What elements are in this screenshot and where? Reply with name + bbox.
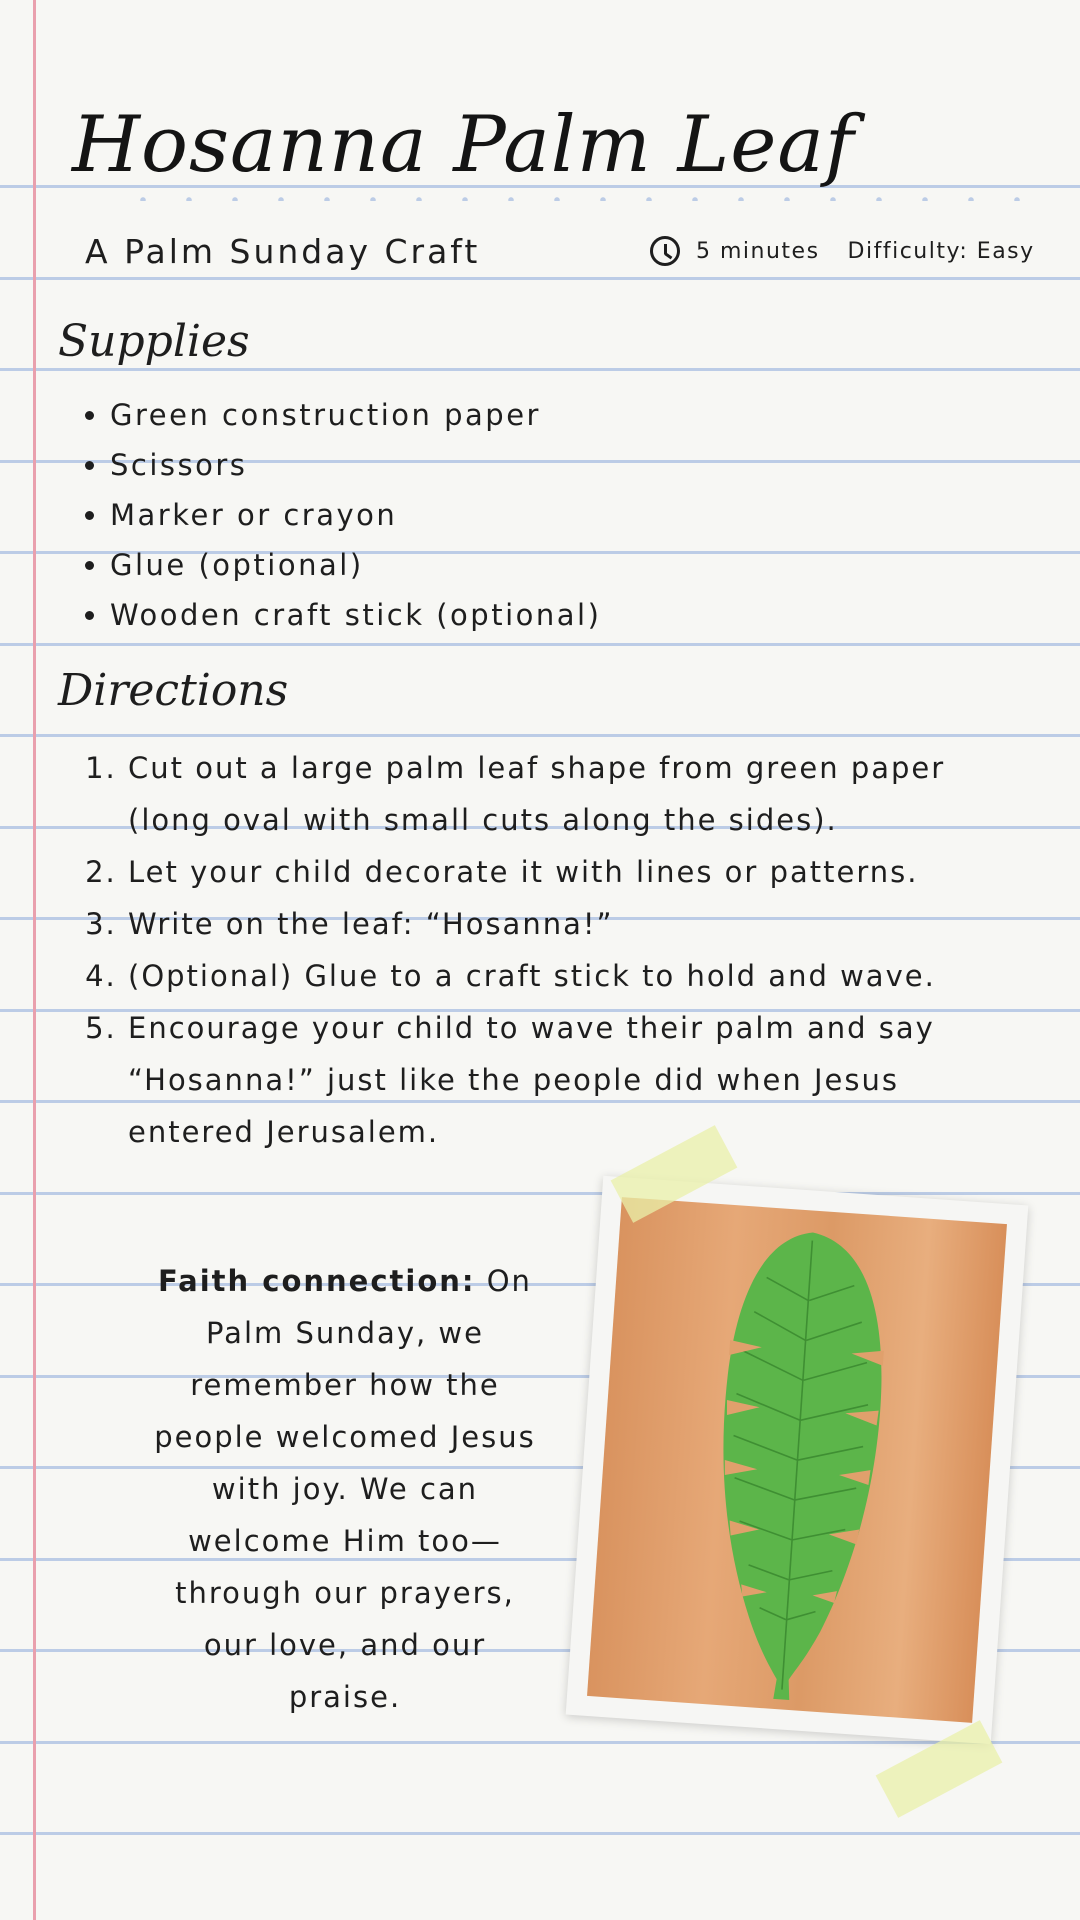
faith-label: Faith connection: bbox=[158, 1264, 476, 1298]
faith-connection bbox=[145, 1255, 545, 1723]
supplies-list bbox=[85, 390, 601, 640]
palm-leaf-image bbox=[587, 1197, 1007, 1723]
list-item: 5. Encourage your child to wave their palm and say “Hosanna!” just like the people did when Jesus entered Jerusalem. bbox=[128, 1002, 1008, 1158]
dotted-rule bbox=[120, 197, 1040, 201]
rule-line bbox=[0, 1832, 1080, 1835]
list-item: 2. Let your child decorate it with lines or patterns. bbox=[128, 846, 1008, 898]
supplies-heading: Supplies bbox=[58, 316, 250, 367]
rule-line bbox=[0, 368, 1080, 371]
clock-icon bbox=[650, 236, 680, 266]
list-item: 3. Write on the leaf: “Hosanna!” bbox=[128, 898, 1008, 950]
faith-text: On Palm Sunday, we remember how the people welcomed Jesus with joy. We can welcome Him too—through our prayers, our love, and our praise. bbox=[154, 1264, 536, 1714]
rule-line bbox=[0, 643, 1080, 646]
list-item: • Wooden craft stick (optional) bbox=[110, 590, 601, 640]
rule-line bbox=[0, 1192, 1080, 1195]
wood-background bbox=[587, 1197, 1007, 1723]
subtitle: A Palm Sunday Craft bbox=[85, 232, 481, 271]
list-item: • Green construction paper bbox=[110, 390, 601, 440]
directions-heading: Directions bbox=[58, 665, 289, 716]
list-item: 4. (Optional) Glue to a craft stick to hold and wave. bbox=[128, 950, 1008, 1002]
list-item: 1. Cut out a large palm leaf shape from green paper (long oval with small cuts along the sides). bbox=[128, 742, 1008, 846]
page-title: Hosanna Palm Leaf bbox=[72, 100, 855, 190]
rule-line bbox=[0, 1741, 1080, 1744]
margin-line bbox=[33, 0, 36, 1920]
craft-meta bbox=[650, 236, 1035, 266]
list-item: • Glue (optional) bbox=[110, 540, 601, 590]
list-item: • Marker or crayon bbox=[110, 490, 601, 540]
duration: 5 minutes bbox=[696, 238, 820, 264]
rule-line bbox=[0, 734, 1080, 737]
difficulty: Difficulty: Easy bbox=[847, 238, 1035, 264]
list-item: • Scissors bbox=[110, 440, 601, 490]
directions-list bbox=[92, 742, 1008, 1158]
craft-photo bbox=[566, 1176, 1029, 1744]
rule-line bbox=[0, 277, 1080, 280]
